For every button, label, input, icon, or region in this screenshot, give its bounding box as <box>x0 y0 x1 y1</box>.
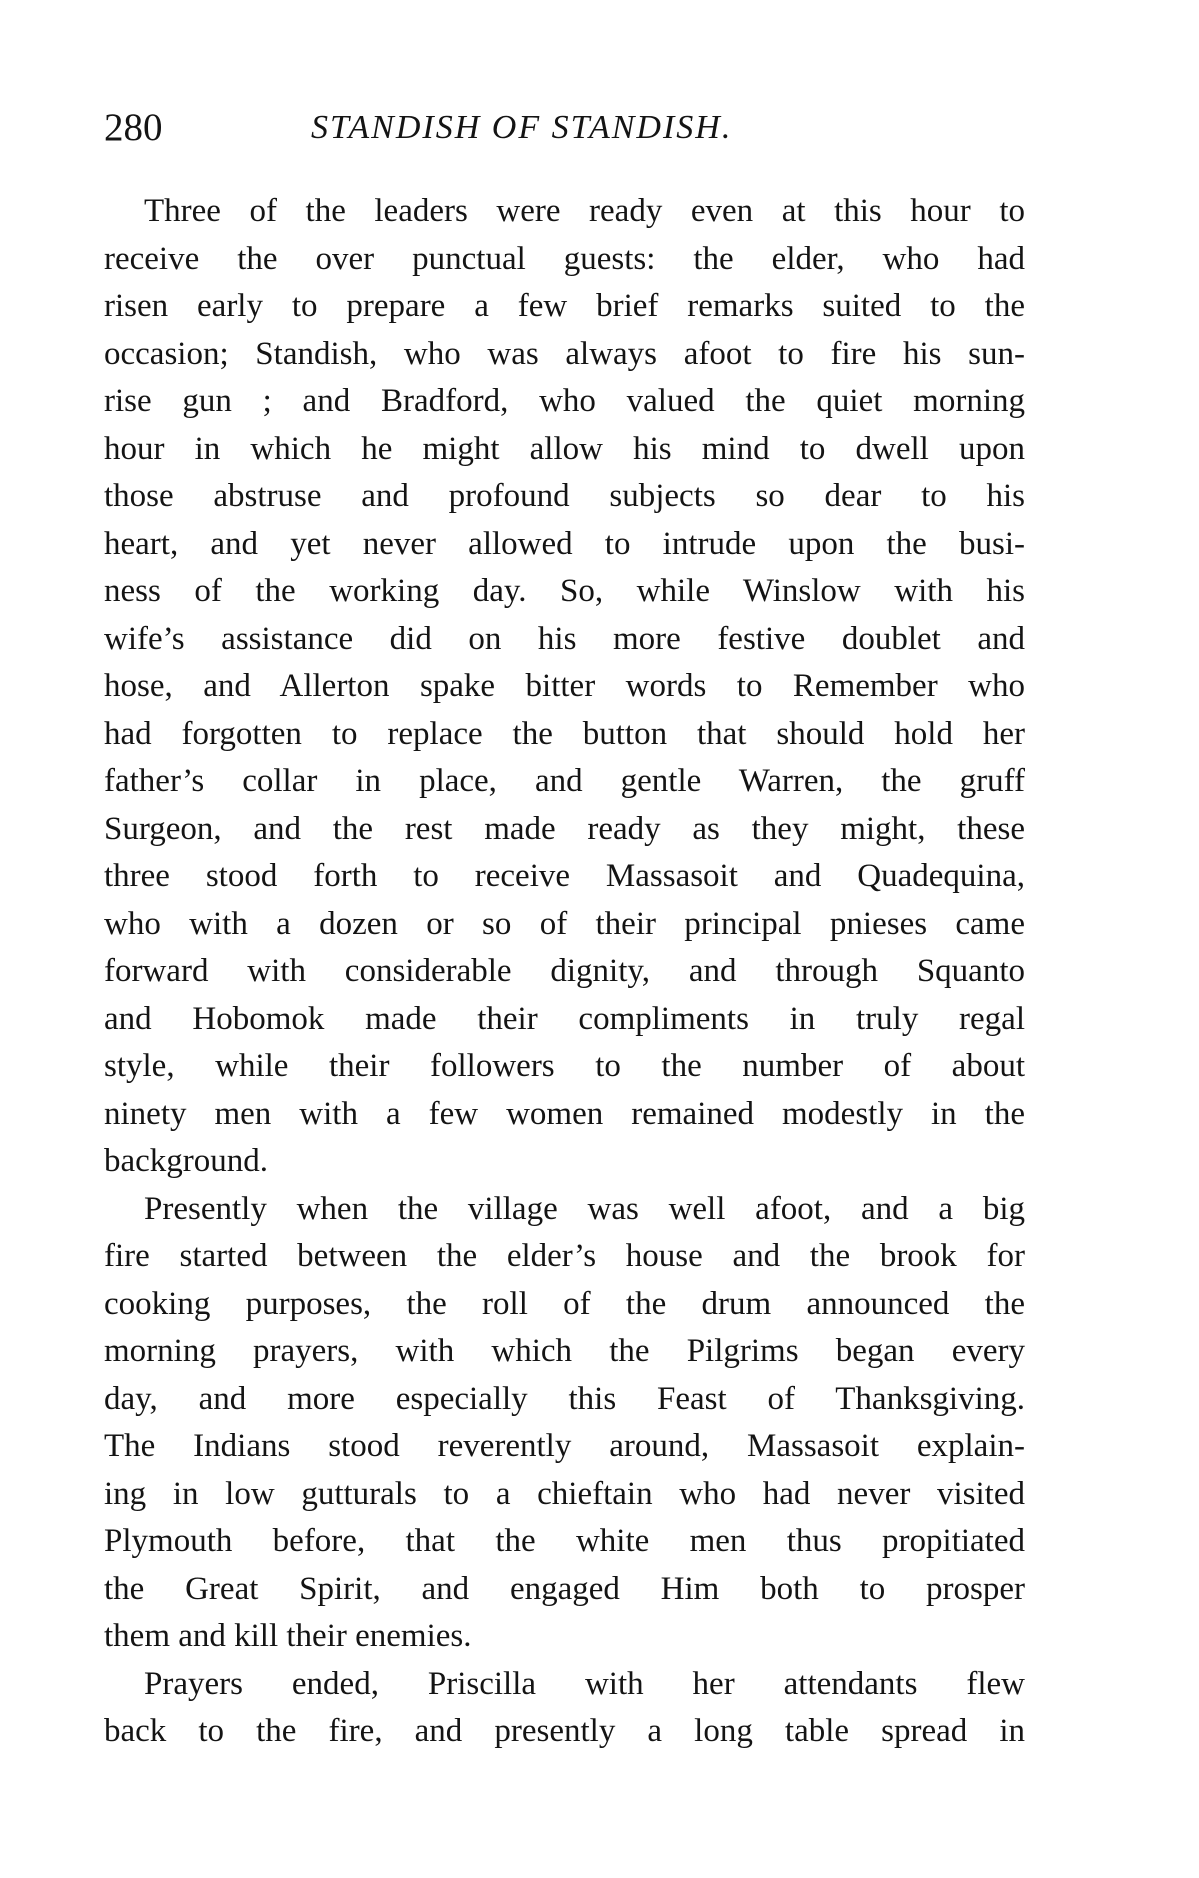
page-number: 280 <box>104 106 163 149</box>
text-line: those abstruse and profound subjects so dear to his <box>104 478 1025 514</box>
text-line: receive the over punctual guests: the elder, who had <box>104 240 1025 277</box>
text-line: them and kill their enemies. <box>104 1618 472 1654</box>
text-line: Three of the leaders were ready even at this hour to <box>144 193 1025 229</box>
text-line: ninety men with a few women remained modestly in the <box>104 1095 1025 1132</box>
text-line: ness of the working day. So, while Winslow with his <box>104 573 1025 609</box>
text-line: cooking purposes, the roll of the drum announced the <box>104 1285 1025 1322</box>
text-line: forward with considerable dignity, and through Squanto <box>104 953 1025 989</box>
text-line: father’s collar in place, and gentle Warren, the gruff <box>104 763 1025 799</box>
body-text <box>104 188 1025 1756</box>
text-line: the Great Spirit, and engaged Him both to prosper <box>104 1570 1025 1607</box>
text-line: heart, and yet never allowed to intrude upon the busi- <box>104 525 1025 562</box>
text-line: had forgotten to replace the button that should hold her <box>104 715 1025 752</box>
text-line: wife’s assistance did on his more festive doublet and <box>104 620 1025 657</box>
text-line: morning prayers, with which the Pilgrims began every <box>104 1333 1025 1369</box>
text-line: hour in which he might allow his mind to dwell upon <box>104 430 1025 467</box>
text-line: back to the fire, and presently a long table spread in <box>104 1713 1025 1749</box>
running-title: STANDISH OF STANDISH. <box>311 109 733 146</box>
text-line: three stood forth to receive Massasoit and Quadequina, <box>104 858 1025 894</box>
text-line: background. <box>104 1143 269 1179</box>
text-line: Presently when the village was well afoot, and a big <box>144 1190 1025 1227</box>
text-line: Prayers ended, Priscilla with her attendants flew <box>144 1665 1025 1702</box>
text-line: hose, and Allerton spake bitter words to Remember who <box>104 668 1025 704</box>
text-line: fire started between the elder’s house and the brook for <box>104 1238 1025 1274</box>
text-line: who with a dozen or so of their principal pnieses came <box>104 905 1025 942</box>
text-line: style, while their followers to the number of about <box>104 1048 1025 1084</box>
text-line: occasion; Standish, who was always afoot to fire his sun- <box>104 335 1025 372</box>
text-line: Plymouth before, that the white men thus propitiated <box>104 1523 1025 1559</box>
text-line: rise gun ; and Bradford, who valued the quiet morning <box>104 383 1025 419</box>
text-line: risen early to prepare a few brief remarks suited to the <box>104 288 1025 324</box>
text-line: and Hobomok made their compliments in truly regal <box>104 1000 1025 1037</box>
text-line: The Indians stood reverently around, Massasoit explain- <box>104 1428 1025 1464</box>
text-line: Surgeon, and the rest made ready as they might, these <box>104 810 1025 847</box>
text-line: ing in low gutturals to a chieftain who had never visited <box>104 1475 1025 1512</box>
text-line: day, and more especially this Feast of Thanksgiving. <box>104 1380 1025 1417</box>
page-header <box>104 98 1024 158</box>
